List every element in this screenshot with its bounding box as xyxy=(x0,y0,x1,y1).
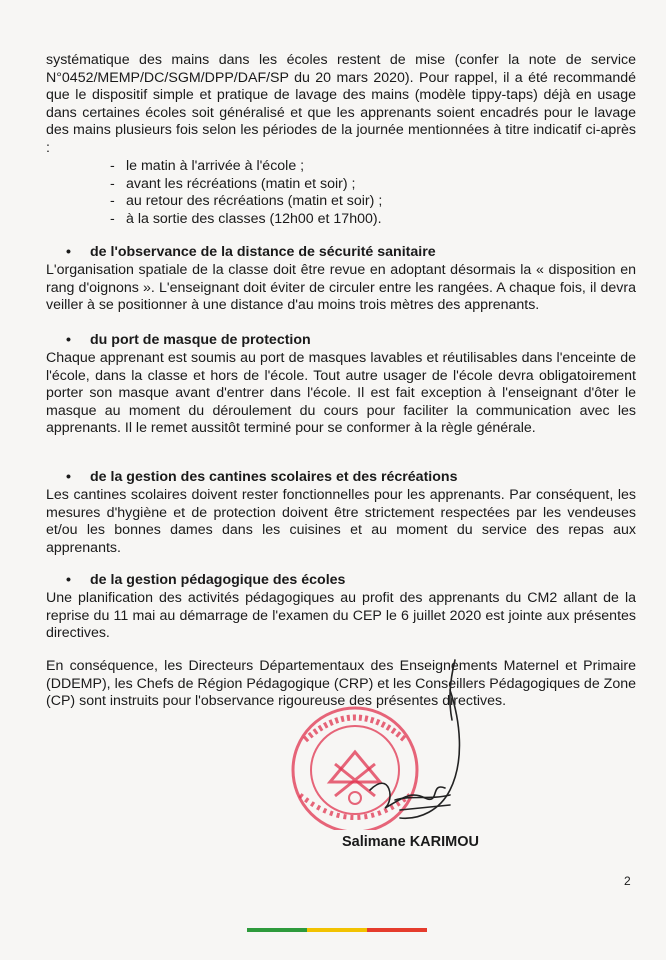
section-heading: • de la gestion pédagogique des écoles xyxy=(66,572,346,588)
conclusion-paragraph: En conséquence, les Directeurs Départementaux des Enseignements Maternel et Primaire (DDEMP), les Chefs de Région Pédagogique (CRP) et les Conseillers Pédagogiques de Zone (CP) sont instruits pour l'observance rigoureuse des présentes directives. xyxy=(46,658,636,710)
section-body: L'organisation spatiale de la classe doit être revue en adoptant désormais la « disposition en rang d'oignons ». L'enseignant doit éviter de circuler entre les rangées. A chaque fois, il devra veiller à se positionner à une distance d'au moins trois mètres des apprenants. xyxy=(46,262,636,314)
handwritten-signature xyxy=(300,650,500,845)
list-item: - au retour des récréations (matin et soir) ; xyxy=(110,193,383,210)
intro-paragraph: systématique des mains dans les écoles restent de mise (confer la note de service N°0452/MEMP/DC/SGM/DPP/DAF/SP du 20 mars 2020). Pour rappel, il a été recommandé que le dispositif simple et pratique de lavage des mains (modèle tippy-taps) déjà en usage dans certaines écoles soit généralisé et que les apprenants soient encadrés pour le lavage des mains plusieurs fois selon les périodes de la journée mentionnées à titre indicatif ci-après : xyxy=(46,52,636,156)
flag-stripe-green xyxy=(247,928,307,932)
signer-name: Salimane KARIMOU xyxy=(342,834,479,850)
list-item: - le matin à l'arrivée à l'école ; xyxy=(110,158,305,174)
list-item: - avant les récréations (matin et soir) ; xyxy=(110,175,356,192)
flag-stripe-red xyxy=(367,928,427,932)
period-list xyxy=(110,158,382,228)
section-heading: • de la gestion des cantines scolaires et des récréations xyxy=(66,469,458,485)
section-heading: • de l'observance de la distance de sécurité sanitaire xyxy=(66,244,436,260)
section-body: Les cantines scolaires doivent rester fonctionnelles pour les apprenants. Par conséquent, les mesures d'hygiène et de protection doivent être strictement respectées par les vendeuses et/ou les bonnes dames dans les cuisines et au moment du service des repas aux apprenants. xyxy=(46,487,636,556)
page-number: 2 xyxy=(624,874,631,888)
section-body: Une planification des activités pédagogiques au profit des apprenants du CM2 allant de la reprise du 11 mai au démarrage de l'examen du CEP le 6 juillet 2020 est jointe aux présentes directives. xyxy=(46,590,636,642)
flag-stripe-yellow xyxy=(307,928,367,932)
section-heading: • du port de masque de protection xyxy=(66,332,311,348)
list-item: - à la sortie des classes (12h00 et 17h00). xyxy=(110,210,382,227)
section-body: Chaque apprenant est soumis au port de masques lavables et réutilisables dans l'enceinte de l'école, dans la classe et hors de l'école. Tout autre usager de l'école devra obligatoirement porter son masque avant d'entrer dans l'école. Il est fait exception à l'enseignant d'ôter le masque au moment du déroulement du cours pour faciliter la communication avec les apprenants. Il le remet aussitôt terminé pour se conformer à la règle générale. xyxy=(46,350,636,437)
